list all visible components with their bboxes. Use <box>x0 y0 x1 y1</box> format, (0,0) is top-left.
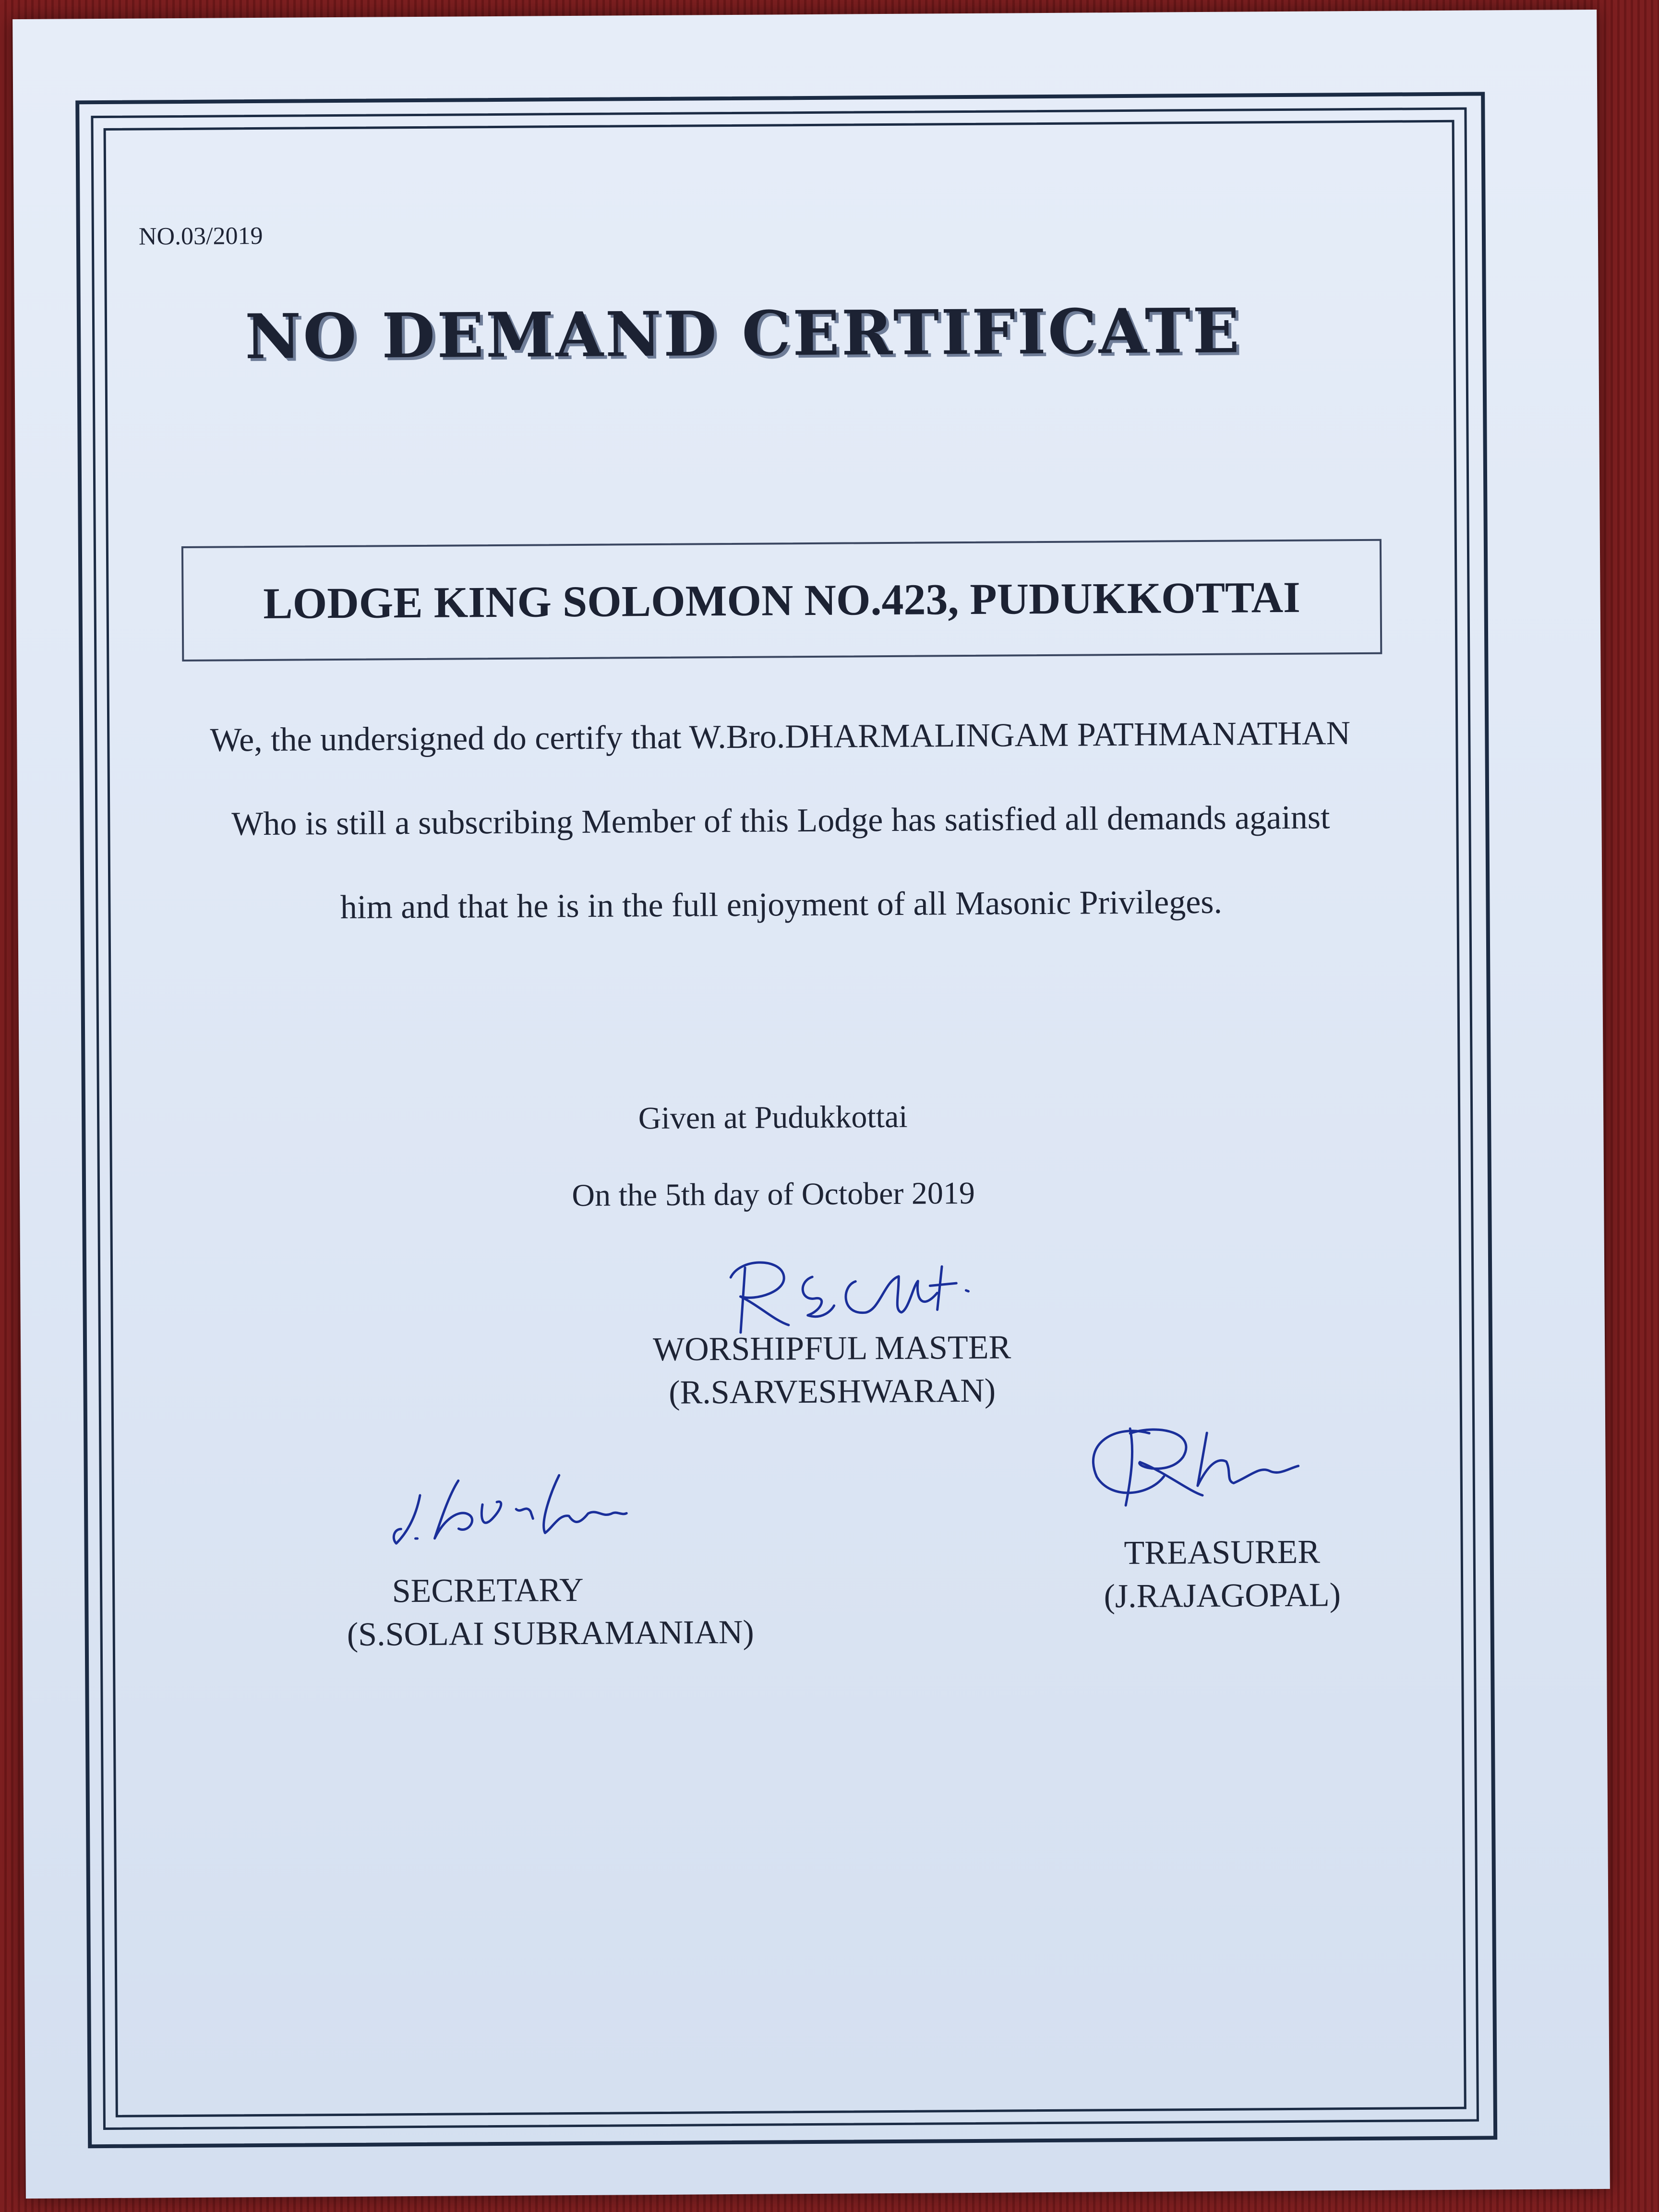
certificate-number: NO.03/2019 <box>138 222 263 251</box>
secretary-name: (S.SOLAI SUBRAMANIAN) <box>347 1613 754 1653</box>
treasurer-title: TREASURER <box>1124 1533 1321 1572</box>
treasurer-signature <box>1068 1404 1318 1530</box>
body-line-2: Who is still a subscribing Member of this Lodge has satisfied all demands against <box>231 799 1330 843</box>
given-at: Given at Pudukkottai <box>638 1099 908 1136</box>
master-title: WORSHIPFUL MASTER <box>652 1329 1011 1369</box>
secretary-title: SECRETARY <box>392 1571 584 1610</box>
treasurer-name: (J.RAJAGOPAL) <box>1104 1576 1341 1615</box>
date-line: On the 5th day of October 2019 <box>572 1175 975 1214</box>
secretary-signature <box>386 1455 636 1563</box>
lodge-name: LODGE KING SOLOMON NO.423, PUDUKKOTTAI <box>263 572 1301 628</box>
body-line-3: him and that he is in the full enjoyment of all Masonic Privileges. <box>340 883 1223 926</box>
lodge-name-box <box>181 539 1382 661</box>
body-line-1: We, the undersigned do certify that W.Bro.DHARMALINGAM PATHMANATHAN <box>210 715 1351 759</box>
master-name: (R.SARVESHWARAN) <box>669 1372 996 1411</box>
certificate-paper <box>12 10 1610 2199</box>
certificate-title: NO DEMAND CERTIFICATE <box>244 295 1242 373</box>
